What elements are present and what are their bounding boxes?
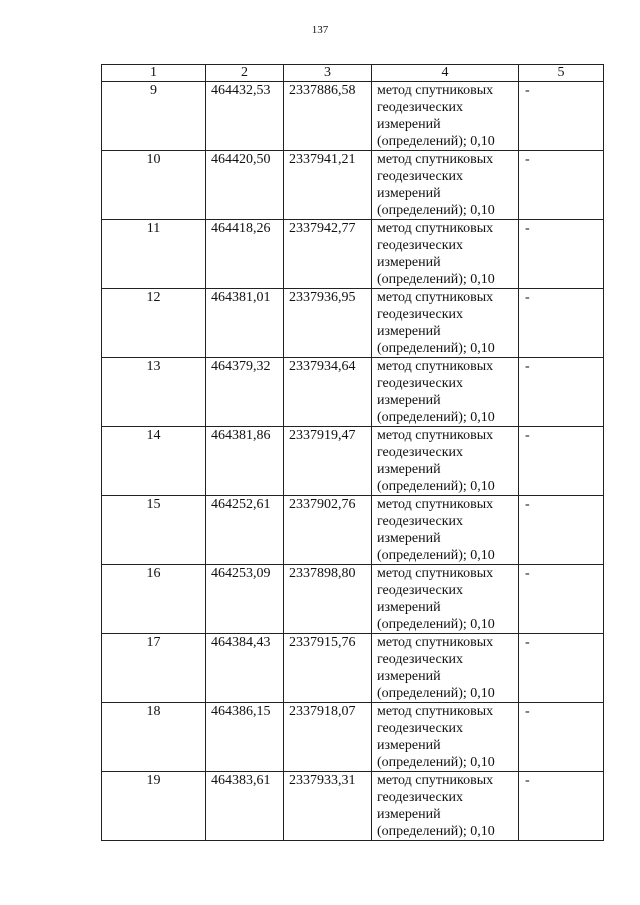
note-cell: - (519, 703, 604, 772)
y-coordinate-cell: 2337936,95 (284, 289, 372, 358)
method-line: геодезических (377, 238, 464, 253)
method-line: геодезических (377, 169, 464, 184)
method-line: метод спутниковых (377, 566, 494, 581)
point-number-cell: 14 (102, 427, 206, 496)
table-row (102, 565, 604, 634)
table-row (102, 151, 604, 220)
page-number: 137 (311, 24, 329, 36)
method-line: (определений); 0,10 (377, 341, 495, 356)
method-line: измерений (377, 117, 441, 132)
x-coordinate-cell: 464379,32 (206, 358, 284, 427)
method-line: измерений (377, 255, 441, 270)
point-number-cell: 12 (102, 289, 206, 358)
table-body (102, 82, 604, 841)
x-coordinate-cell: 464432,53 (206, 82, 284, 151)
note-cell: - (519, 82, 604, 151)
x-coordinate-cell: 464253,09 (206, 565, 284, 634)
y-coordinate-cell: 2337886,58 (284, 82, 372, 151)
method-cell (372, 772, 519, 841)
method-line: (определений); 0,10 (377, 686, 495, 701)
method-line: измерений (377, 600, 441, 615)
point-number-cell: 13 (102, 358, 206, 427)
note-cell: - (519, 427, 604, 496)
note-cell: - (519, 496, 604, 565)
method-line: метод спутниковых (377, 290, 494, 305)
header-col-3: 3 (284, 65, 372, 82)
y-coordinate-cell: 2337934,64 (284, 358, 372, 427)
table-row (102, 220, 604, 289)
method-cell (372, 151, 519, 220)
header-col-2: 2 (206, 65, 284, 82)
y-coordinate-cell: 2337941,21 (284, 151, 372, 220)
x-coordinate-cell: 464381,01 (206, 289, 284, 358)
y-coordinate-cell: 2337942,77 (284, 220, 372, 289)
point-number-cell: 9 (102, 82, 206, 151)
table-row (102, 427, 604, 496)
method-line: (определений); 0,10 (377, 410, 495, 425)
method-cell (372, 565, 519, 634)
point-number-cell: 10 (102, 151, 206, 220)
method-line: измерений (377, 738, 441, 753)
method-line: (определений); 0,10 (377, 548, 495, 563)
method-line: геодезических (377, 445, 464, 460)
table-row (102, 772, 604, 841)
method-line: метод спутниковых (377, 773, 494, 788)
method-line: (определений); 0,10 (377, 272, 495, 287)
note-cell: - (519, 220, 604, 289)
y-coordinate-cell: 2337933,31 (284, 772, 372, 841)
method-line: (определений); 0,10 (377, 479, 495, 494)
point-number-cell: 16 (102, 565, 206, 634)
method-line: метод спутниковых (377, 221, 494, 236)
note-cell: - (519, 358, 604, 427)
note-cell: - (519, 634, 604, 703)
header-col-5: 5 (519, 65, 604, 82)
method-line: геодезических (377, 376, 464, 391)
point-number-cell: 18 (102, 703, 206, 772)
method-cell (372, 220, 519, 289)
method-line: (определений); 0,10 (377, 617, 495, 632)
table-header (102, 65, 604, 82)
note-cell: - (519, 289, 604, 358)
method-line: метод спутниковых (377, 704, 494, 719)
note-cell: - (519, 151, 604, 220)
header-row (102, 65, 604, 82)
method-line: геодезических (377, 583, 464, 598)
x-coordinate-cell: 464384,43 (206, 634, 284, 703)
method-line: метод спутниковых (377, 497, 494, 512)
x-coordinate-cell: 464420,50 (206, 151, 284, 220)
method-line: измерений (377, 393, 441, 408)
method-line: измерений (377, 324, 441, 339)
table-row (102, 358, 604, 427)
method-line: (определений); 0,10 (377, 134, 495, 149)
point-number-cell: 19 (102, 772, 206, 841)
method-line: геодезических (377, 790, 464, 805)
method-line: геодезических (377, 514, 464, 529)
method-cell (372, 358, 519, 427)
method-line: геодезических (377, 721, 464, 736)
x-coordinate-cell: 464418,26 (206, 220, 284, 289)
y-coordinate-cell: 2337919,47 (284, 427, 372, 496)
method-cell (372, 289, 519, 358)
table-row (102, 703, 604, 772)
table-row (102, 289, 604, 358)
table-row (102, 82, 604, 151)
header-col-4: 4 (372, 65, 519, 82)
x-coordinate-cell: 464252,61 (206, 496, 284, 565)
note-cell: - (519, 565, 604, 634)
point-number-cell: 11 (102, 220, 206, 289)
table-row (102, 634, 604, 703)
y-coordinate-cell: 2337918,07 (284, 703, 372, 772)
method-line: измерений (377, 186, 441, 201)
method-line: (определений); 0,10 (377, 824, 495, 839)
method-line: метод спутниковых (377, 359, 494, 374)
method-line: метод спутниковых (377, 152, 494, 167)
method-cell (372, 634, 519, 703)
method-line: геодезических (377, 100, 464, 115)
method-line: измерений (377, 807, 441, 822)
method-line: геодезических (377, 652, 464, 667)
x-coordinate-cell: 464386,15 (206, 703, 284, 772)
method-line: метод спутниковых (377, 635, 494, 650)
method-cell (372, 427, 519, 496)
method-line: метод спутниковых (377, 428, 494, 443)
method-line: (определений); 0,10 (377, 203, 495, 218)
method-line: измерений (377, 669, 441, 684)
method-cell (372, 82, 519, 151)
method-line: измерений (377, 462, 441, 477)
y-coordinate-cell: 2337915,76 (284, 634, 372, 703)
x-coordinate-cell: 464383,61 (206, 772, 284, 841)
method-line: метод спутниковых (377, 83, 494, 98)
method-cell (372, 703, 519, 772)
point-number-cell: 15 (102, 496, 206, 565)
method-line: измерений (377, 531, 441, 546)
x-coordinate-cell: 464381,86 (206, 427, 284, 496)
note-cell: - (519, 772, 604, 841)
point-number-cell: 17 (102, 634, 206, 703)
header-col-1: 1 (102, 65, 206, 82)
y-coordinate-cell: 2337898,80 (284, 565, 372, 634)
method-line: геодезических (377, 307, 464, 322)
method-cell (372, 496, 519, 565)
y-coordinate-cell: 2337902,76 (284, 496, 372, 565)
method-line: (определений); 0,10 (377, 755, 495, 770)
coordinates-table (101, 64, 604, 841)
table-row (102, 496, 604, 565)
